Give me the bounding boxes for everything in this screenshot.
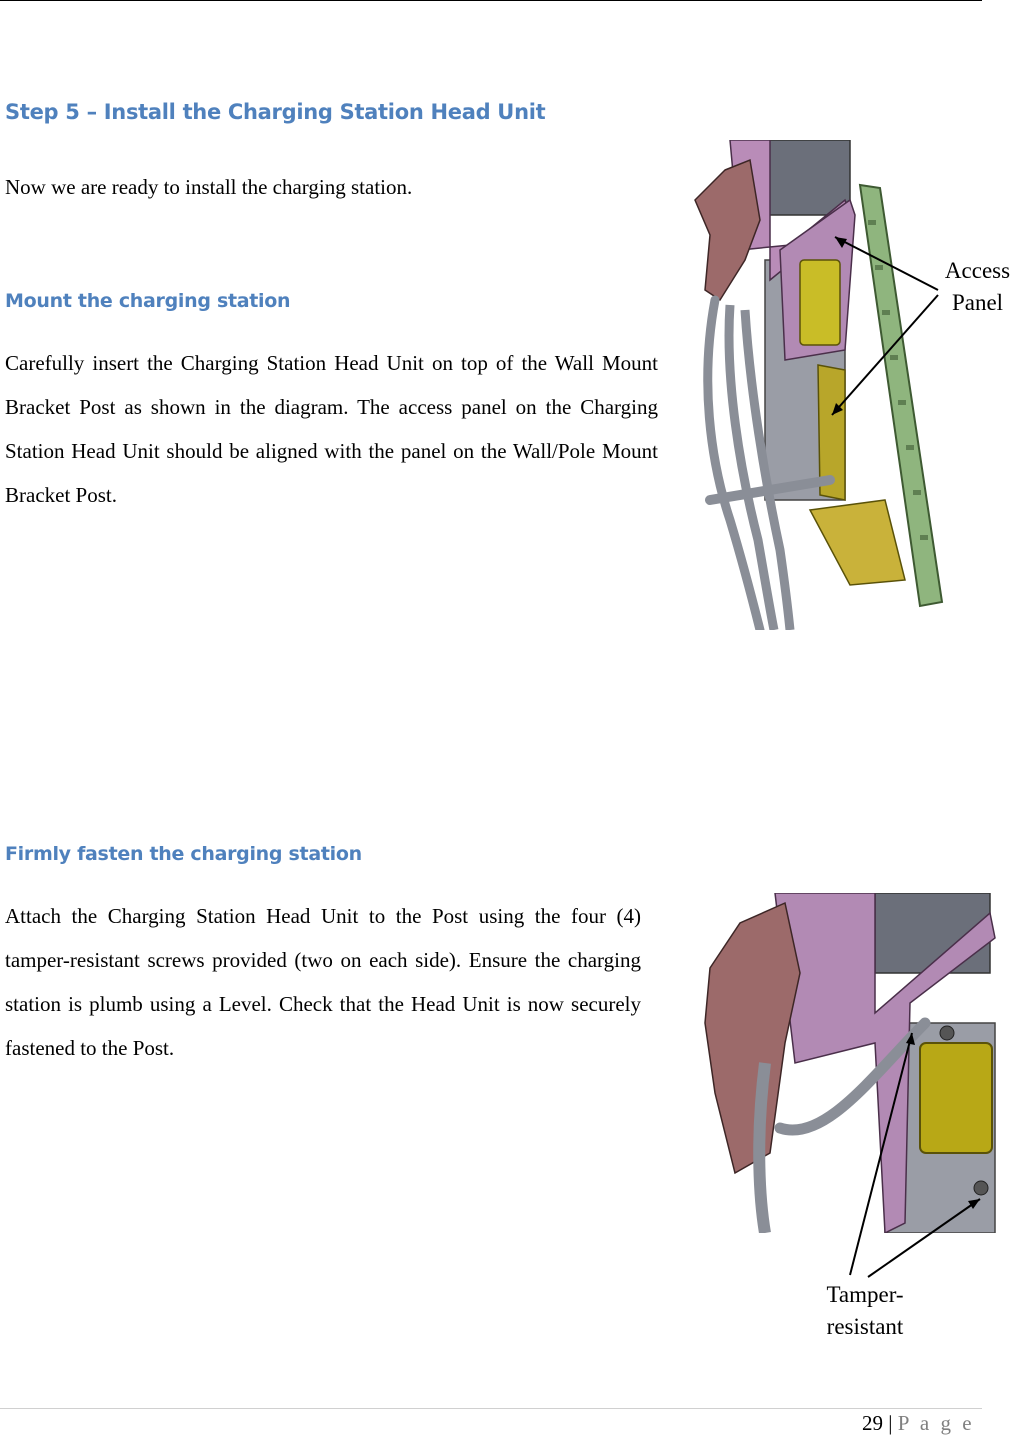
page-footer xyxy=(862,1411,975,1436)
top-rule xyxy=(0,0,982,1)
tamper-label-line2: resistant xyxy=(826,1314,904,1339)
access-label-line2: Panel xyxy=(951,290,1004,315)
page-separator: | xyxy=(883,1411,898,1435)
access-panel-upper xyxy=(800,260,840,345)
screw-arrow-upper xyxy=(850,1033,912,1275)
fasten-body: Attach the Charging Station Head Unit to the Post using the four (4) tamper-resistant screws provided (two on each side). Ensure the charging station is plumb using a Level. Check that the Head Unit is now securely fastened to the Post. xyxy=(5,904,641,1060)
screw-callout-arrows xyxy=(840,1025,990,1285)
intro-text: Now we are ready to install the charging station. xyxy=(5,175,413,199)
section-title: Step 5 – Install the Charging Station Head Unit xyxy=(5,100,546,124)
access-label-line1: Access xyxy=(944,258,1011,283)
footer-rule xyxy=(0,1408,982,1409)
mount-body: Carefully insert the Charging Station Head Unit on top of the Wall Mount Bracket Post as shown in the diagram. The access panel on the Charging Station Head Unit should be aligned with the panel on the Wall/Pole Mount Bracket Post. xyxy=(5,351,658,507)
page-word: P a g e xyxy=(897,1411,975,1435)
access-panel-label xyxy=(935,255,1012,319)
charging-connector xyxy=(695,160,760,300)
page-number: 29 xyxy=(862,1411,883,1435)
screw-arrow-lower xyxy=(868,1199,980,1277)
post-top xyxy=(765,140,850,215)
tamper-resistant-label xyxy=(815,1279,915,1343)
charging-cable xyxy=(759,1063,765,1233)
mount-diagram xyxy=(670,140,950,630)
tamper-label-line1: Tamper- xyxy=(826,1282,904,1307)
fasten-heading: Firmly fasten the charging station xyxy=(5,843,362,865)
mount-heading: Mount the charging station xyxy=(5,290,291,312)
